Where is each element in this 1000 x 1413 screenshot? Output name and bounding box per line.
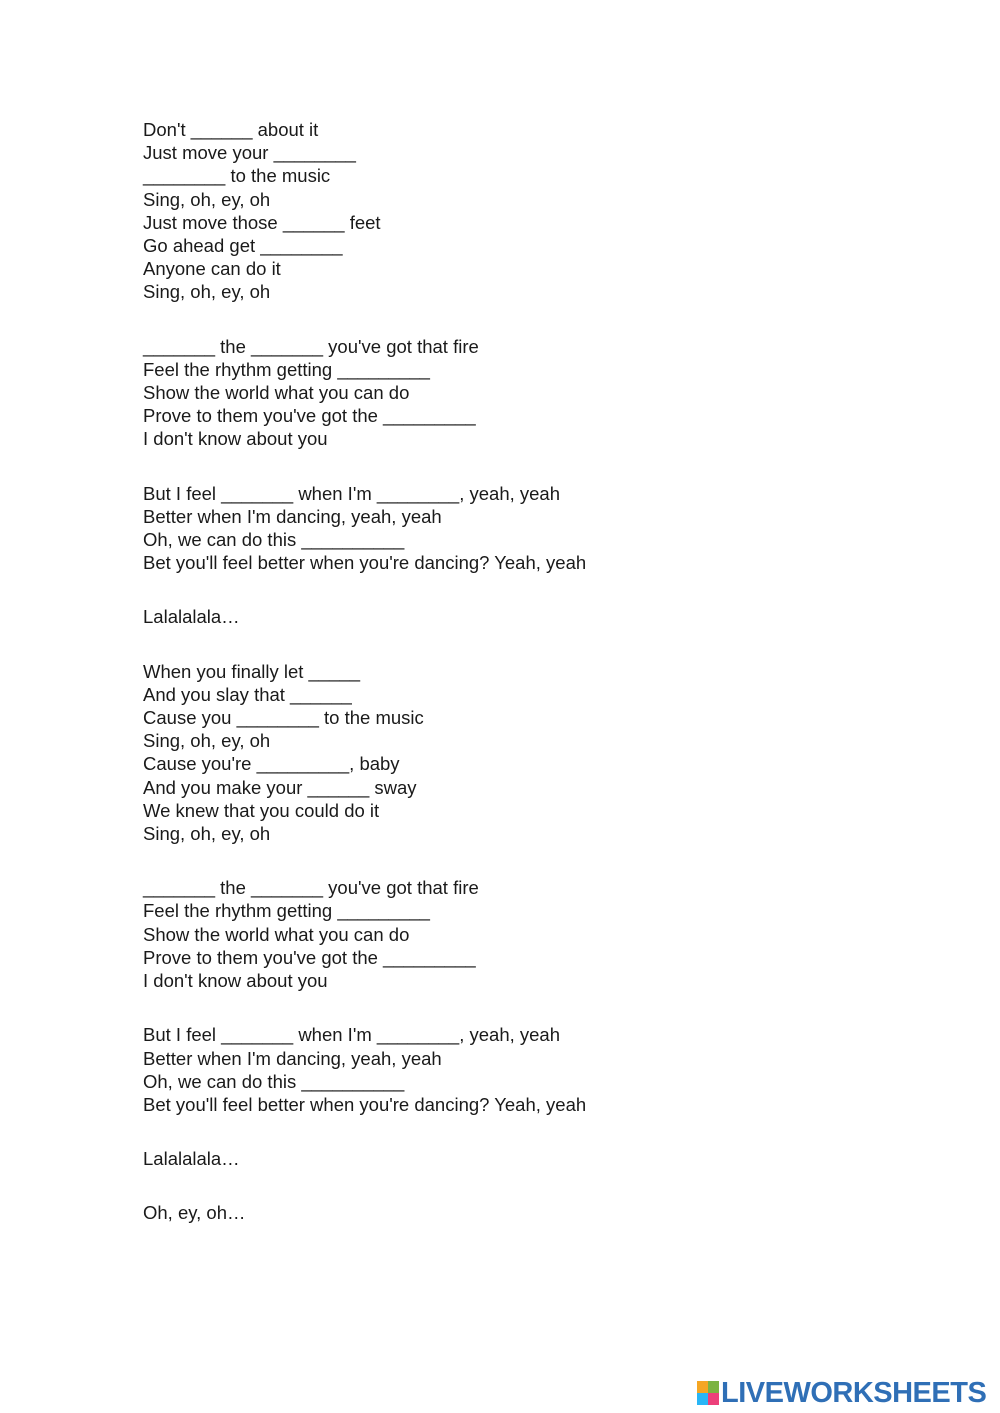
stanza	[143, 660, 843, 846]
lyric-line: Just move those ______ feet	[143, 211, 381, 233]
lyric-line: _______ the _______ you've got that fire	[143, 877, 479, 899]
lyric-line: Bet you'll feel better when you're dancing? Yeah, yeah	[143, 552, 587, 574]
stanza	[143, 1201, 843, 1224]
lyric-line: ________ to the music	[143, 165, 331, 187]
stanza	[143, 1023, 843, 1116]
song-lyrics-worksheet	[143, 118, 843, 1256]
lyric-line: Just move your ________	[143, 142, 356, 164]
lyric-line: I don't know about you	[143, 428, 328, 450]
lyric-line: And you slay that ______	[143, 683, 352, 705]
liveworksheets-logo-icon	[697, 1381, 719, 1405]
stanza	[143, 335, 843, 451]
lyric-line: But I feel _______ when I'm ________, yeah, yeah	[143, 482, 561, 504]
lyric-line: Oh, we can do this __________	[143, 529, 405, 551]
lyric-line: Cause you ________ to the music	[143, 707, 424, 729]
lyric-line: Feel the rhythm getting _________	[143, 358, 430, 380]
lyric-line: Show the world what you can do	[143, 382, 410, 404]
lyric-line: Anyone can do it	[143, 258, 281, 280]
lyric-line: Oh, we can do this __________	[143, 1070, 405, 1092]
lyric-line: Cause you're _________, baby	[143, 753, 400, 775]
stanza	[143, 118, 843, 304]
lyric-line: We knew that you could do it	[143, 799, 380, 821]
lyric-line: I don't know about you	[143, 970, 328, 992]
lyric-line: Lalalalala…	[143, 1148, 240, 1170]
lyric-line: Sing, oh, ey, oh	[143, 730, 271, 752]
lyric-line: _______ the _______ you've got that fire	[143, 335, 479, 357]
lyric-line: Show the world what you can do	[143, 923, 410, 945]
lyric-line: Don't ______ about it	[143, 119, 319, 140]
lyric-line: Prove to them you've got the _________	[143, 946, 476, 968]
lyric-line: Better when I'm dancing, yeah, yeah	[143, 505, 442, 527]
lyric-line: Bet you'll feel better when you're dancing? Yeah, yeah	[143, 1093, 587, 1115]
stanza	[143, 482, 843, 575]
lyric-line: Lalalalala…	[143, 606, 240, 628]
logo-text: LIVEWORKSHEETS	[721, 1377, 987, 1409]
stanza	[143, 605, 843, 628]
lyric-line: Oh, ey, oh…	[143, 1202, 246, 1224]
lyric-line: Prove to them you've got the _________	[143, 405, 476, 427]
logo-mark-square	[697, 1393, 708, 1405]
lyric-line: Sing, oh, ey, oh	[143, 188, 271, 210]
lyric-line: And you make your ______ sway	[143, 776, 417, 798]
liveworksheets-logo	[697, 1377, 986, 1409]
lyric-line: But I feel _______ when I'm ________, yeah, yeah	[143, 1024, 561, 1046]
stanza	[143, 876, 843, 992]
stanza	[143, 1147, 843, 1170]
lyric-line: Sing, oh, ey, oh	[143, 281, 271, 303]
lyric-line: Feel the rhythm getting _________	[143, 900, 430, 922]
lyric-line: Better when I'm dancing, yeah, yeah	[143, 1047, 442, 1069]
logo-mark-square	[708, 1381, 719, 1393]
lyric-line: Go ahead get ________	[143, 235, 343, 257]
logo-mark-square	[697, 1381, 708, 1393]
logo-mark-square	[708, 1393, 719, 1405]
lyric-line: When you finally let _____	[143, 660, 360, 682]
lyric-line: Sing, oh, ey, oh	[143, 823, 271, 845]
